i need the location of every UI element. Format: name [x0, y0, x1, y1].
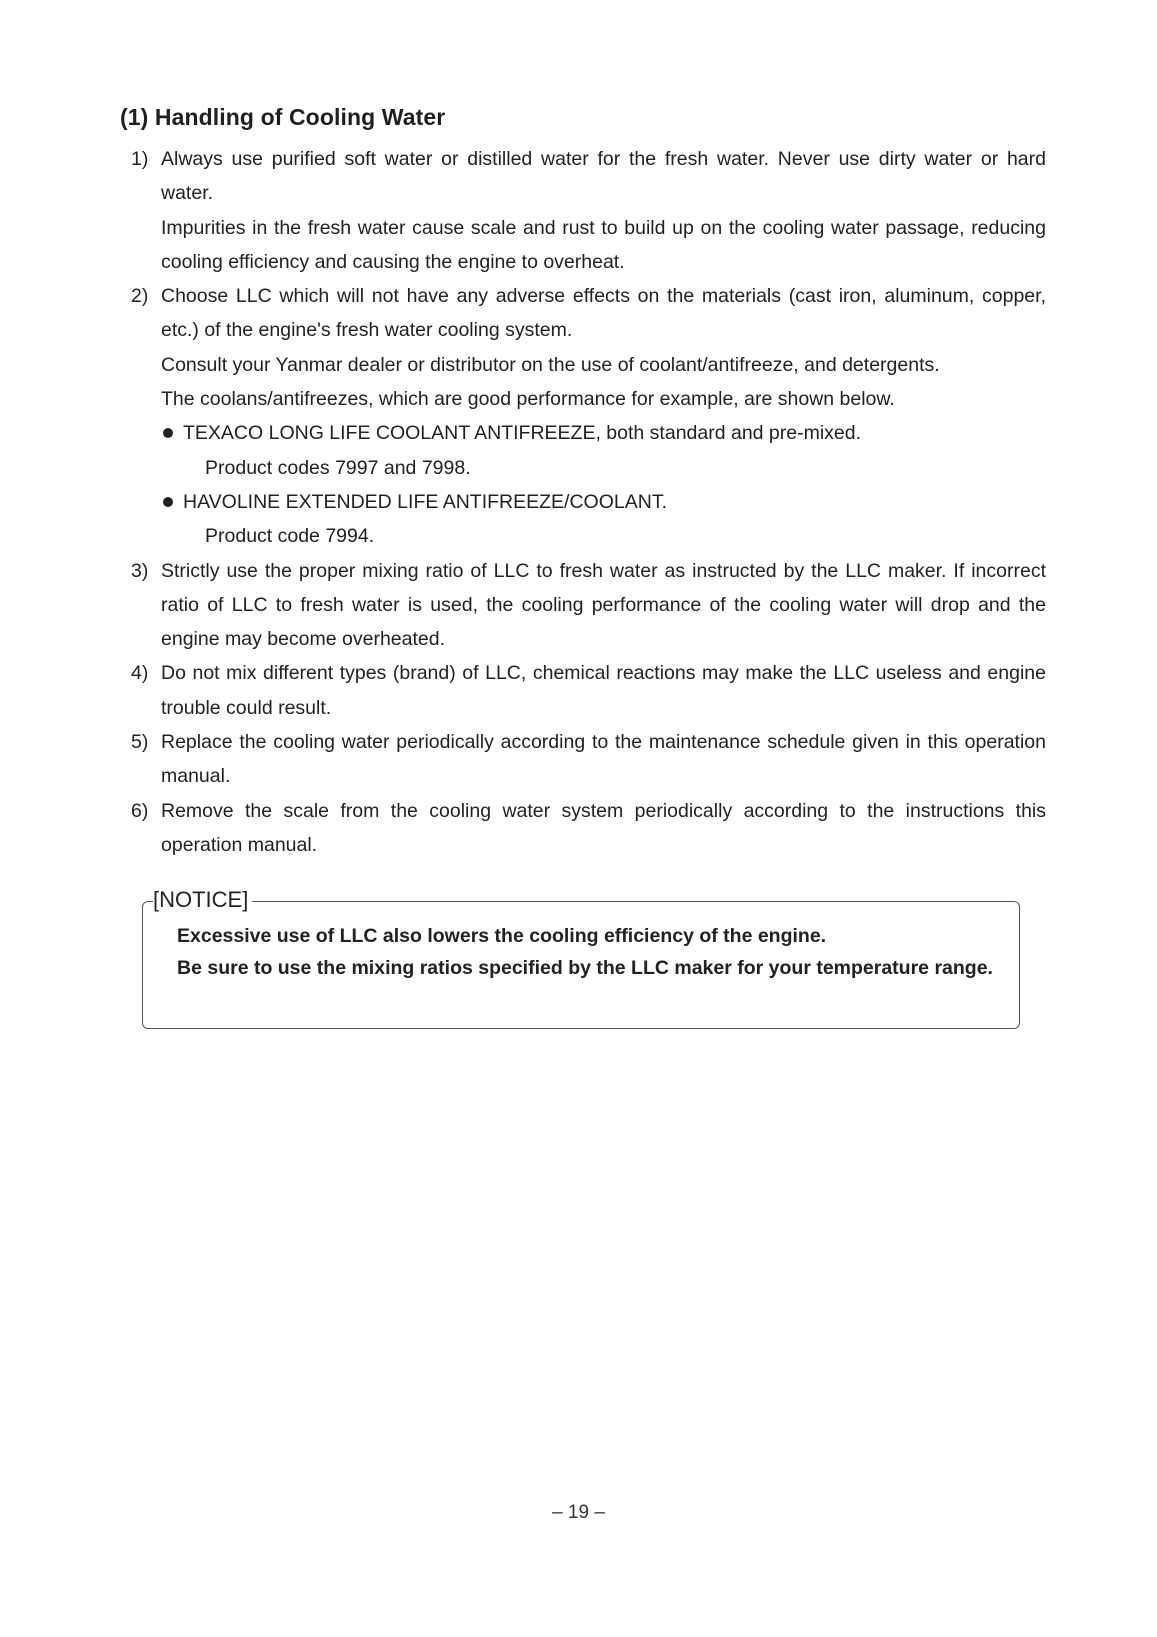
item-number: 6)	[131, 799, 149, 822]
item-paragraph: Always use purified soft water or distilled water for the fresh water. Never use dirty water or hard water.	[161, 148, 1046, 205]
item-paragraph: Replace the cooling water periodically according to the maintenance schedule given in this operation manual.	[161, 731, 1046, 788]
item-number: 2)	[131, 285, 149, 308]
item-number: 4)	[131, 662, 149, 685]
list-item	[131, 279, 1046, 553]
list-item	[131, 725, 1046, 794]
bullet-text: TEXACO LONG LIFE COOLANT ANTIFREEZE, both standard and pre-mixed.	[183, 422, 862, 445]
item-paragraph: Choose LLC which will not have any adverse effects on the materials (cast iron, aluminum, copper, etc.) of the engine's fresh water cooling system.	[161, 285, 1046, 342]
bullet-dot-icon	[163, 428, 173, 438]
bullet-product-code: Product codes 7997 and 7998.	[205, 456, 471, 479]
item-paragraph: Remove the scale from the cooling water system periodically according to the instructions this operation manual.	[161, 799, 1046, 856]
bullet-item	[161, 485, 1046, 554]
notice-title: [NOTICE]	[153, 886, 252, 914]
list-item	[131, 554, 1046, 657]
item-number: 1)	[131, 148, 149, 170]
item-paragraph: Impurities in the fresh water cause scale and rust to build up on the cooling water passage, reducing cooling efficiency and causing the engine to overheat.	[161, 216, 1046, 273]
list-item	[131, 656, 1046, 725]
notice-body	[177, 920, 997, 984]
item-paragraph: The coolans/antifreezes, which are good performance for example, are shown below.	[161, 388, 895, 411]
instruction-list	[131, 142, 1046, 862]
item-number: 3)	[131, 559, 149, 582]
list-item	[131, 142, 1046, 279]
section-heading: (1) Handling of Cooling Water	[120, 104, 446, 130]
item-paragraph: Strictly use the proper mixing ratio of LLC to fresh water as instructed by the LLC maker. If incorrect ratio of LLC to fresh water is used, the cooling performance of the cooling water will drop and the engine may become overheated.	[161, 559, 1046, 651]
list-item	[131, 794, 1046, 863]
notice-line: Be sure to use the mixing ratios specified by the LLC maker for your temperature range.	[177, 957, 993, 979]
item-paragraph: Do not mix different types (brand) of LLC, chemical reactions may make the LLC useless and engine trouble could result.	[161, 662, 1046, 719]
bullet-dot-icon	[163, 497, 173, 507]
notice-box	[142, 887, 1020, 1029]
bullet-text: HAVOLINE EXTENDED LIFE ANTIFREEZE/COOLANT.	[183, 490, 667, 513]
bullet-product-code: Product code 7994.	[205, 525, 375, 548]
notice-line: Excessive use of LLC also lowers the cooling efficiency of the engine.	[177, 925, 827, 947]
item-number: 5)	[131, 731, 149, 754]
item-paragraph: Consult your Yanmar dealer or distributor on the use of coolant/antifreeze, and detergents.	[161, 353, 940, 376]
bullet-item	[161, 416, 1046, 485]
page-number: – 19 –	[552, 1502, 605, 1523]
